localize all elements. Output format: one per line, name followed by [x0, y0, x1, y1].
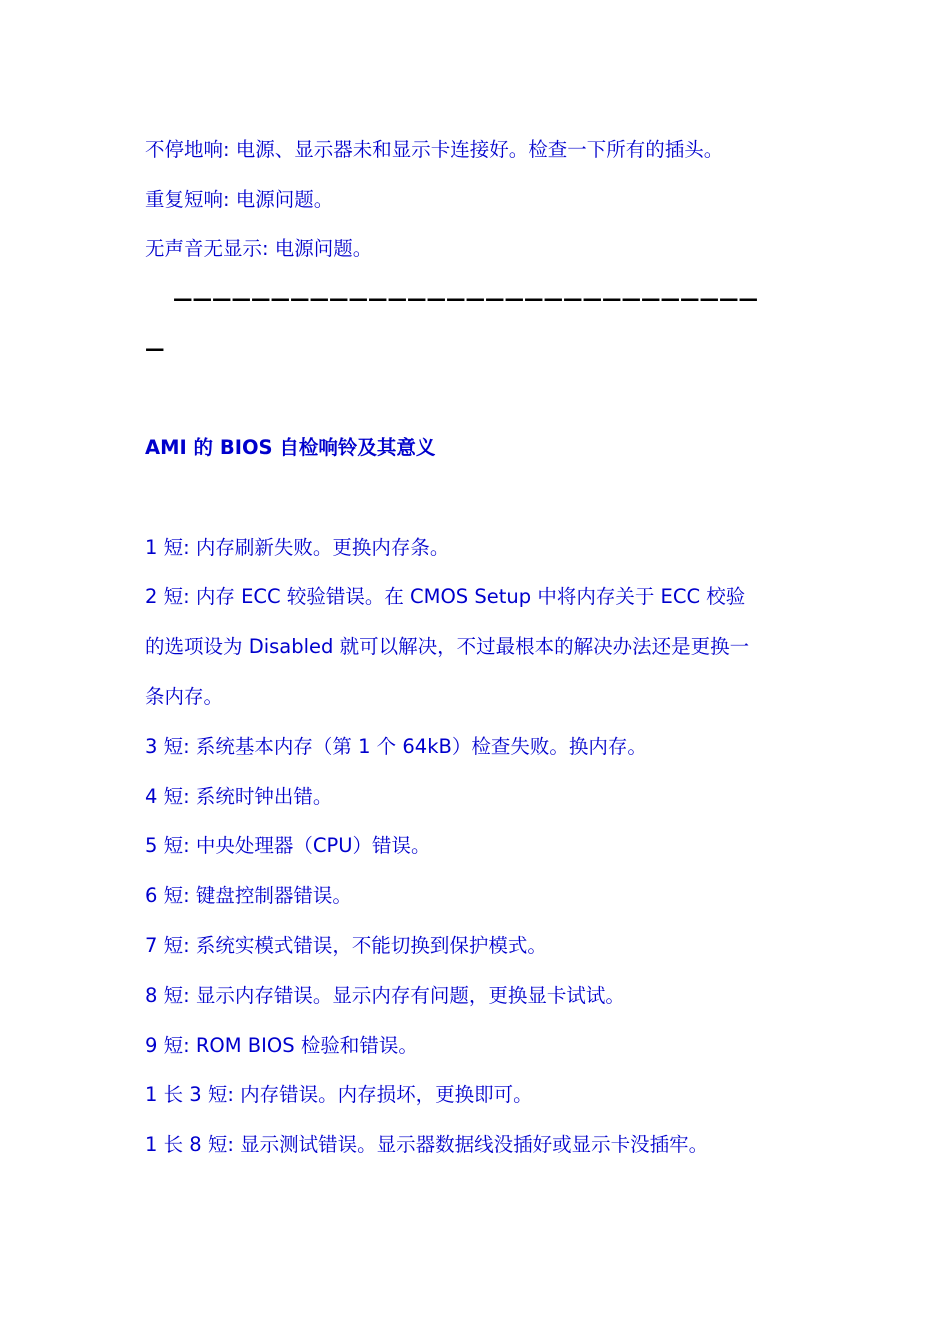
- intro-line-repeated-short-beep: 重复短响: 电源问题。: [145, 188, 334, 211]
- list-item: 1 长 8 短: 显示测试错误。显示器数据线没插好或显示卡没插牢。: [145, 1133, 709, 1156]
- list-item: 6 短: 键盘控制器错误。: [145, 884, 352, 907]
- intro-line-continuous-beep: 不停地响: 电源、显示器未和显示卡连接好。检查一下所有的插头。: [145, 138, 724, 161]
- list-item: 4 短: 系统时钟出错。: [145, 785, 333, 808]
- divider-line: ——————————————————————————————: [173, 287, 758, 310]
- list-item: 3 短: 系统基本内存（第 1 个 64kB）检查失败。换内存。: [145, 735, 647, 758]
- list-item: 1 短: 内存刷新失败。更换内存条。: [145, 536, 450, 559]
- divider-line-end: —: [145, 337, 165, 360]
- list-item: 8 短: 显示内存错误。显示内存有问题，更换显卡试试。: [145, 984, 625, 1007]
- list-item: 9 短: ROM BIOS 检验和错误。: [145, 1034, 418, 1057]
- list-item: 7 短: 系统实模式错误，不能切换到保护模式。: [145, 934, 547, 957]
- intro-line-no-sound-no-display: 无声音无显示: 电源问题。: [145, 237, 373, 260]
- list-item: 的选项设为 Disabled 就可以解决，不过最根本的解决办法还是更换一: [145, 635, 750, 658]
- section-title: AMI 的 BIOS 自检响铃及其意义: [145, 436, 436, 459]
- list-item: 5 短: 中央处理器（CPU）错误。: [145, 834, 431, 857]
- list-item: 条内存。: [145, 685, 224, 708]
- list-item: 1 长 3 短: 内存错误。内存损坏，更换即可。: [145, 1083, 533, 1106]
- list-item: 2 短: 内存 ECC 较验错误。在 CMOS Setup 中将内存关于 ECC 校验: [145, 585, 746, 608]
